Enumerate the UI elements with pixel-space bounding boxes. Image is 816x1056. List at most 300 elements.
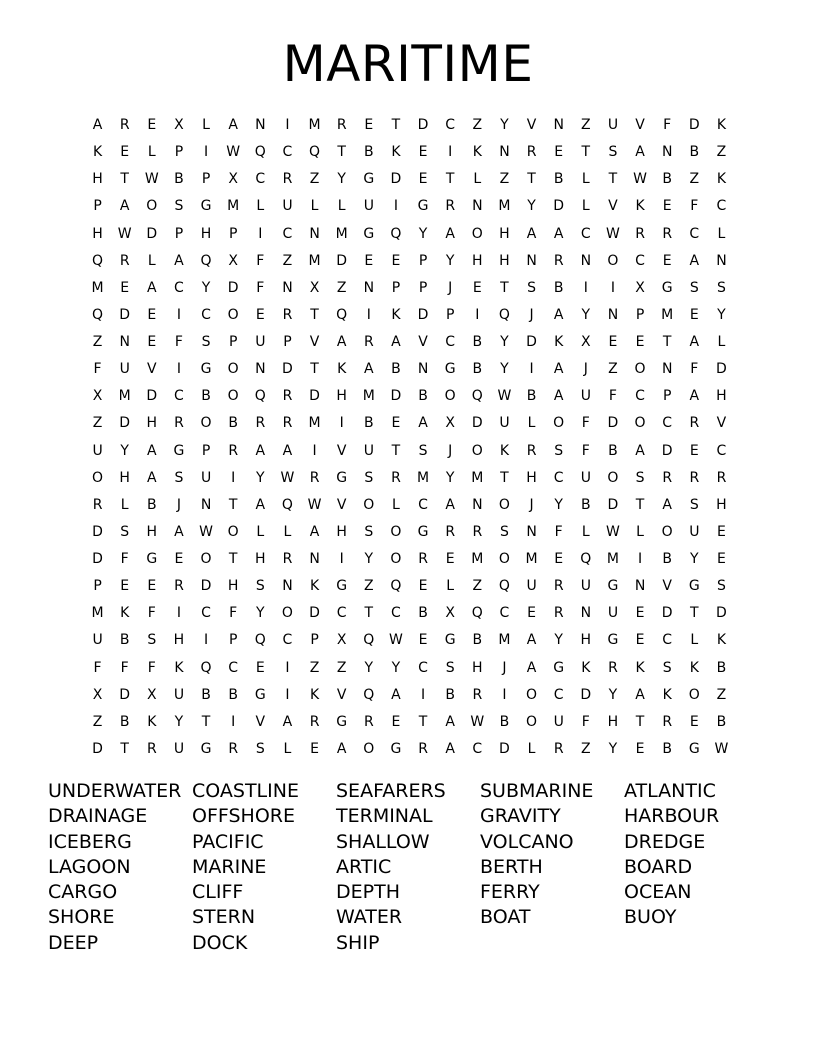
grid-letter: R bbox=[472, 686, 483, 703]
grid-letter: Q bbox=[498, 306, 510, 323]
grid-letter: F bbox=[256, 252, 265, 269]
word-list bbox=[48, 779, 768, 956]
grid-letter: A bbox=[635, 686, 645, 703]
grid-letter: W bbox=[117, 225, 132, 242]
grid-letter: S bbox=[689, 279, 699, 296]
grid-letter: R bbox=[174, 415, 184, 432]
grid-letter: R bbox=[553, 605, 564, 622]
grid-letter: F bbox=[581, 442, 590, 459]
grid-letter: B bbox=[228, 686, 238, 703]
grid-letter: P bbox=[201, 171, 211, 188]
grid-letter: E bbox=[472, 279, 482, 296]
grid-letter: C bbox=[418, 496, 428, 513]
grid-letter: D bbox=[92, 740, 103, 757]
grid-letter: P bbox=[418, 279, 428, 296]
grid-letter: E bbox=[527, 605, 536, 622]
grid-letter: Q bbox=[390, 225, 402, 242]
grid-letter: W bbox=[280, 469, 295, 486]
grid-letter: G bbox=[417, 523, 429, 540]
grid-letter: F bbox=[581, 713, 590, 730]
grid-letter: E bbox=[689, 306, 699, 323]
grid-letter: L bbox=[337, 198, 346, 215]
grid-letter: N bbox=[309, 225, 320, 242]
grid-letter: U bbox=[607, 605, 619, 622]
grid-letter: B bbox=[445, 686, 455, 703]
grid-letter: T bbox=[337, 144, 346, 161]
grid-letter: I bbox=[448, 144, 453, 161]
grid-letter: I bbox=[502, 686, 507, 703]
grid-letter: V bbox=[526, 117, 537, 133]
grid-letter: D bbox=[688, 117, 700, 133]
grid-letter: Q bbox=[200, 252, 212, 269]
word-list-item: BOAT bbox=[480, 906, 531, 929]
grid-letter: L bbox=[527, 740, 536, 757]
grid-letter: R bbox=[282, 171, 293, 188]
word-list-item: SUBMARINE bbox=[480, 780, 594, 802]
grid-letter: T bbox=[391, 117, 401, 133]
grid-letter: I bbox=[529, 361, 534, 378]
grid-letter: A bbox=[418, 415, 428, 432]
grid-letter: R bbox=[228, 442, 239, 459]
grid-letter: B bbox=[364, 144, 374, 161]
grid-letter: E bbox=[364, 117, 374, 133]
grid-letter: C bbox=[445, 334, 456, 350]
grid-letter: H bbox=[336, 523, 347, 540]
grid-letter: I bbox=[637, 551, 643, 567]
grid-letter: H bbox=[499, 252, 510, 269]
grid-letter: Q bbox=[471, 388, 483, 405]
grid-letter: R bbox=[363, 334, 374, 350]
grid-letter: G bbox=[390, 740, 402, 757]
grid-letter: N bbox=[661, 361, 673, 378]
grid-letter: G bbox=[146, 551, 158, 567]
grid-letter: E bbox=[418, 578, 428, 595]
grid-letter: B bbox=[147, 496, 157, 513]
grid-letter: E bbox=[174, 551, 184, 567]
grid-letter: E bbox=[310, 740, 319, 757]
grid-letter: R bbox=[282, 306, 293, 323]
grid-letter: M bbox=[471, 469, 484, 486]
grid-letter: S bbox=[418, 442, 428, 459]
grid-letter: U bbox=[526, 578, 537, 595]
grid-letter: S bbox=[255, 740, 265, 757]
grid-letter: T bbox=[608, 171, 618, 188]
grid-letter: X bbox=[309, 279, 320, 296]
grid-letter: Z bbox=[92, 415, 103, 432]
grid-letter: A bbox=[174, 252, 184, 269]
grid-letter: G bbox=[444, 361, 456, 378]
grid-letter: M bbox=[525, 551, 538, 567]
grid-letter: B bbox=[581, 496, 591, 513]
grid-letter: R bbox=[662, 225, 673, 242]
grid-letter: B bbox=[716, 659, 727, 676]
grid-letter: V bbox=[716, 415, 727, 432]
grid-letter: O bbox=[363, 496, 375, 513]
grid-letter: G bbox=[688, 740, 700, 757]
grid-letter: U bbox=[92, 632, 103, 649]
grid-letter: Y bbox=[120, 442, 129, 459]
grid-letter: U bbox=[282, 198, 293, 215]
grid-letter: F bbox=[581, 415, 590, 432]
grid-letter: B bbox=[119, 632, 130, 649]
grid-letter: W bbox=[307, 496, 322, 513]
grid-letter: S bbox=[445, 659, 455, 676]
grid-letter: X bbox=[445, 605, 455, 622]
grid-letter: G bbox=[173, 442, 185, 459]
grid-letter: L bbox=[581, 198, 590, 215]
grid-letter: I bbox=[610, 279, 615, 296]
grid-letter: S bbox=[716, 279, 726, 296]
grid-letter: O bbox=[471, 225, 483, 242]
grid-letter: B bbox=[364, 415, 374, 432]
grid-letter: M bbox=[417, 469, 430, 486]
grid-letter: C bbox=[282, 632, 293, 649]
grid-letter: N bbox=[282, 279, 293, 296]
grid-letter: I bbox=[203, 144, 209, 161]
grid-letter: C bbox=[580, 225, 591, 242]
grid-letter: O bbox=[661, 523, 673, 540]
grid-letter: W bbox=[144, 171, 159, 188]
grid-letter: H bbox=[173, 632, 185, 649]
grid-letter: K bbox=[499, 442, 510, 459]
grid-letter: N bbox=[526, 523, 537, 540]
word-list-item: DOCK bbox=[192, 931, 248, 954]
grid-letter: O bbox=[526, 686, 538, 703]
grid-letter: U bbox=[173, 686, 185, 703]
grid-letter: I bbox=[285, 659, 290, 676]
grid-letter: X bbox=[445, 415, 455, 432]
word-list-item: BOARD bbox=[624, 855, 693, 878]
grid-letter: H bbox=[92, 225, 103, 242]
grid-letter: Q bbox=[336, 306, 348, 323]
grid-letter: E bbox=[689, 713, 699, 730]
grid-letter: S bbox=[554, 442, 564, 459]
grid-letter: D bbox=[417, 306, 429, 323]
grid-letter: C bbox=[282, 144, 293, 161]
grid-letter: O bbox=[688, 686, 700, 703]
grid-letter: E bbox=[689, 442, 699, 459]
grid-letter: S bbox=[201, 334, 211, 350]
grid-letter: U bbox=[499, 415, 510, 432]
grid-letter: A bbox=[119, 198, 130, 215]
grid-letter: Y bbox=[581, 306, 591, 323]
grid-letter: P bbox=[93, 578, 102, 595]
grid-letter: G bbox=[363, 171, 375, 188]
grid-letter: D bbox=[390, 171, 402, 188]
grid-letter: C bbox=[391, 605, 401, 622]
word-list-item: STERN bbox=[192, 906, 256, 929]
word-list-item: WATER bbox=[336, 906, 403, 929]
grid-letter: A bbox=[364, 361, 374, 378]
grid-letter: R bbox=[418, 551, 428, 567]
grid-letter: B bbox=[391, 361, 401, 378]
grid-letter: E bbox=[717, 551, 726, 567]
grid-letter: S bbox=[255, 578, 265, 595]
grid-letter: V bbox=[255, 713, 266, 730]
grid-letter: M bbox=[91, 605, 104, 622]
grid-letter: G bbox=[607, 578, 619, 595]
grid-letter: H bbox=[526, 469, 537, 486]
grid-letter: O bbox=[281, 605, 293, 622]
grid-letter: L bbox=[202, 117, 210, 133]
grid-letter: Z bbox=[499, 171, 510, 188]
grid-letter: L bbox=[147, 252, 156, 269]
grid-letter: V bbox=[309, 334, 320, 350]
grid-letter: L bbox=[392, 496, 400, 513]
grid-letter: K bbox=[716, 632, 727, 649]
grid-letter: M bbox=[91, 279, 104, 296]
grid-letter: U bbox=[553, 713, 564, 730]
word-list-item: LAGOON bbox=[48, 855, 131, 878]
grid-letter: Q bbox=[200, 659, 212, 676]
grid-letter: Y bbox=[256, 605, 265, 622]
grid-letter: N bbox=[309, 551, 320, 567]
grid-letter: C bbox=[418, 659, 428, 676]
grid-letter: M bbox=[661, 306, 674, 323]
grid-letter: N bbox=[282, 578, 293, 595]
grid-letter: D bbox=[661, 442, 673, 459]
grid-letter: W bbox=[633, 171, 647, 188]
grid-letter: S bbox=[364, 469, 374, 486]
grid-letter: D bbox=[119, 306, 131, 323]
grid-letter: Z bbox=[472, 578, 483, 595]
grid-letter: N bbox=[255, 117, 266, 133]
grid-letter: R bbox=[553, 578, 564, 595]
grid-letter: R bbox=[119, 252, 130, 269]
grid-letter: Q bbox=[254, 144, 266, 161]
grid-letter: Y bbox=[364, 551, 374, 567]
grid-letter: Z bbox=[92, 334, 103, 350]
grid-letter: G bbox=[661, 279, 673, 296]
grid-letter: C bbox=[174, 279, 184, 296]
word-list-item: DRAINAGE bbox=[48, 805, 148, 828]
grid-letter: F bbox=[120, 551, 129, 567]
grid-letter: R bbox=[255, 415, 266, 432]
grid-letter: Z bbox=[689, 171, 700, 188]
grid-letter: X bbox=[174, 117, 184, 133]
grid-letter: O bbox=[607, 469, 619, 486]
grid-letter: N bbox=[661, 144, 673, 161]
grid-letter: R bbox=[553, 740, 564, 757]
grid-letter: L bbox=[147, 144, 156, 161]
grid-letter: E bbox=[554, 551, 564, 567]
grid-letter: B bbox=[553, 171, 564, 188]
word-list-item: SEAFARERS bbox=[336, 780, 446, 802]
grid-letter: I bbox=[366, 306, 371, 323]
grid-letter: Q bbox=[363, 632, 375, 649]
grid-letter: A bbox=[662, 496, 672, 513]
grid-letter: S bbox=[608, 144, 618, 161]
grid-letter: P bbox=[283, 334, 292, 350]
grid-letter: G bbox=[444, 632, 456, 649]
grid-letter: U bbox=[363, 442, 374, 459]
grid-letter: K bbox=[92, 144, 103, 161]
grid-letter: X bbox=[228, 171, 238, 188]
grid-letter: Z bbox=[716, 686, 727, 703]
grid-letter: I bbox=[176, 605, 181, 622]
grid-letter: D bbox=[119, 686, 131, 703]
grid-letter: R bbox=[445, 523, 456, 540]
grid-letter: E bbox=[445, 551, 455, 567]
grid-letter: R bbox=[608, 659, 618, 676]
grid-letter: E bbox=[635, 334, 645, 350]
grid-letter: O bbox=[227, 306, 239, 323]
grid-letter: J bbox=[448, 279, 453, 296]
grid-letter: B bbox=[418, 605, 428, 622]
grid-letter: B bbox=[119, 713, 130, 730]
grid-letter: Y bbox=[391, 659, 401, 676]
grid-letter: U bbox=[92, 442, 103, 459]
grid-letter: D bbox=[607, 496, 619, 513]
grid-letter: O bbox=[146, 198, 158, 215]
grid-letter: T bbox=[500, 469, 509, 486]
grid-letter: Y bbox=[554, 496, 563, 513]
grid-letter: K bbox=[689, 659, 699, 676]
grid-letter: H bbox=[200, 225, 212, 242]
grid-letter: L bbox=[120, 496, 129, 513]
grid-letter: L bbox=[690, 632, 699, 649]
word-list-item: BUOY bbox=[624, 906, 677, 929]
word-list-item: ATLANTIC bbox=[624, 780, 716, 802]
grid-letter: Y bbox=[690, 551, 699, 567]
grid-letter: A bbox=[526, 659, 537, 676]
grid-letter: Y bbox=[364, 659, 374, 676]
grid-letter: O bbox=[553, 415, 565, 432]
grid-letter: V bbox=[147, 361, 157, 378]
word-list-item: CARGO bbox=[48, 881, 118, 904]
grid-letter: T bbox=[418, 713, 428, 730]
grid-letter: F bbox=[690, 361, 699, 378]
grid-letter: E bbox=[120, 578, 130, 595]
grid-letter: T bbox=[310, 361, 319, 378]
grid-letter: X bbox=[147, 686, 157, 703]
grid-letter: R bbox=[689, 469, 700, 486]
grid-letter: U bbox=[580, 578, 591, 595]
grid-letter: Y bbox=[500, 361, 509, 378]
grid-letter: K bbox=[635, 198, 645, 215]
grid-letter: Q bbox=[498, 578, 510, 595]
grid-letter: W bbox=[606, 523, 620, 540]
word-list-item: CLIFF bbox=[192, 881, 244, 904]
grid-letter: P bbox=[310, 632, 319, 649]
grid-letter: R bbox=[445, 198, 456, 215]
grid-letter: N bbox=[255, 361, 266, 378]
grid-letter: H bbox=[607, 713, 619, 730]
grid-letter: R bbox=[174, 578, 184, 595]
grid-letter: K bbox=[716, 117, 727, 133]
grid-letter: I bbox=[231, 713, 236, 730]
grid-letter: H bbox=[472, 252, 483, 269]
grid-letter: A bbox=[445, 713, 455, 730]
grid-letter: N bbox=[526, 252, 537, 269]
grid-letter: K bbox=[472, 144, 482, 161]
grid-letter: N bbox=[417, 361, 429, 378]
grid-letter: A bbox=[635, 144, 645, 161]
word-list-item: PACIFIC bbox=[192, 830, 264, 853]
grid-letter: A bbox=[255, 442, 266, 459]
grid-letter: A bbox=[635, 442, 645, 459]
grid-letter: Q bbox=[92, 252, 104, 269]
grid-letter: B bbox=[662, 551, 672, 567]
grid-letter: H bbox=[716, 496, 727, 513]
grid-letter: R bbox=[119, 117, 130, 133]
grid-letter: D bbox=[417, 117, 429, 133]
grid-letter: Y bbox=[554, 632, 563, 649]
grid-letter: B bbox=[689, 144, 700, 161]
grid-letter: E bbox=[635, 632, 645, 649]
grid-letter: N bbox=[472, 496, 483, 513]
grid-letter: T bbox=[635, 713, 645, 730]
grid-letter: Z bbox=[282, 252, 293, 269]
grid-letter: Z bbox=[92, 713, 103, 730]
grid-letter: N bbox=[472, 198, 483, 215]
grid-letter: G bbox=[688, 578, 700, 595]
grid-letter: E bbox=[717, 523, 726, 540]
grid-letter: S bbox=[716, 578, 726, 595]
grid-letter: O bbox=[363, 740, 375, 757]
word-list-item: TERMINAL bbox=[336, 805, 433, 828]
grid-letter: E bbox=[391, 252, 401, 269]
grid-letter: N bbox=[200, 496, 212, 513]
grid-letter: V bbox=[336, 686, 347, 703]
grid-letter: M bbox=[606, 551, 619, 567]
grid-letter: C bbox=[228, 659, 239, 676]
grid-letter: A bbox=[391, 334, 401, 350]
grid-letter: Q bbox=[580, 551, 592, 567]
grid-letter: V bbox=[336, 442, 347, 459]
grid-letter: E bbox=[418, 171, 428, 188]
grid-letter: U bbox=[363, 198, 374, 215]
grid-letter: C bbox=[445, 117, 456, 133]
grid-letter: I bbox=[203, 632, 209, 649]
grid-letter: V bbox=[635, 117, 645, 133]
grid-letter: R bbox=[689, 415, 700, 432]
grid-letter: Q bbox=[471, 605, 483, 622]
grid-letter: T bbox=[445, 171, 455, 188]
grid-letter: K bbox=[635, 659, 645, 676]
grid-letter: D bbox=[526, 334, 537, 350]
grid-letter: Z bbox=[309, 659, 320, 676]
grid-letter: Y bbox=[608, 740, 618, 757]
grid-letter: R bbox=[662, 469, 673, 486]
grid-letter: U bbox=[607, 117, 619, 133]
grid-letter: D bbox=[146, 388, 158, 405]
grid-letter: U bbox=[580, 469, 591, 486]
grid-letter: L bbox=[636, 523, 644, 540]
grid-letter: R bbox=[309, 469, 320, 486]
grid-letter: Y bbox=[527, 198, 536, 215]
grid-letter: W bbox=[199, 523, 213, 540]
grid-letter: P bbox=[174, 144, 184, 161]
grid-letter: C bbox=[716, 442, 727, 459]
grid-letter: D bbox=[390, 388, 402, 405]
grid-letter: R bbox=[418, 740, 428, 757]
grid-letter: G bbox=[553, 659, 565, 676]
grid-letter: I bbox=[176, 361, 181, 378]
grid-letter: Y bbox=[717, 306, 726, 323]
grid-letter: N bbox=[119, 334, 130, 350]
word-list-item: DEPTH bbox=[336, 881, 400, 904]
grid-letter: G bbox=[336, 469, 348, 486]
word-list-item: COASTLINE bbox=[192, 780, 299, 802]
grid-letter: F bbox=[608, 388, 617, 405]
grid-letter: S bbox=[689, 496, 699, 513]
grid-letter: D bbox=[499, 740, 510, 757]
grid-letter: D bbox=[200, 578, 212, 595]
grid-letter: M bbox=[471, 551, 484, 567]
grid-letter: B bbox=[472, 361, 483, 378]
grid-letter: A bbox=[553, 306, 564, 323]
